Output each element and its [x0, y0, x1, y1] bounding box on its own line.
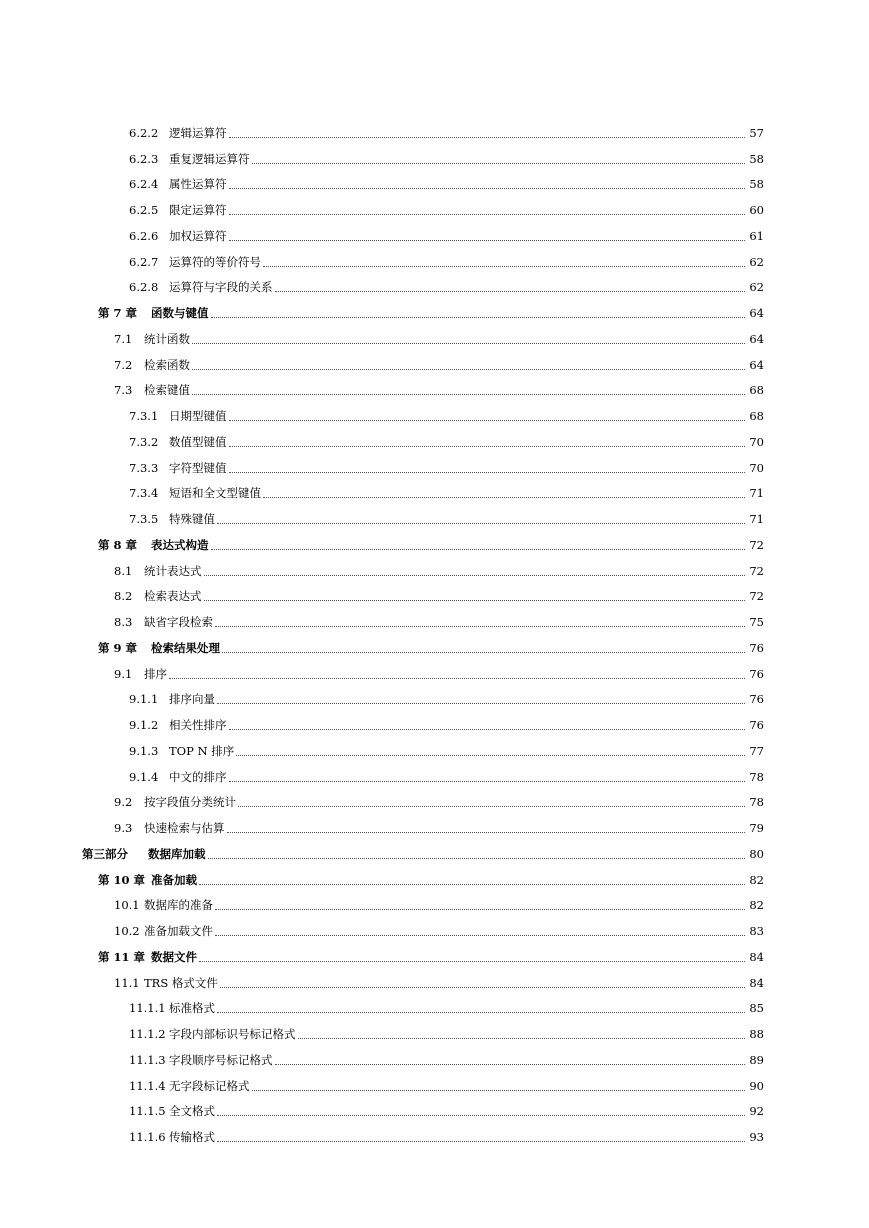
toc-entry-number: 6.2.8: [129, 280, 159, 295]
toc-entry-title: 字段内部标识号标记格式: [169, 1027, 296, 1042]
dot-leader: [217, 1114, 745, 1116]
dot-leader: [229, 187, 746, 189]
toc-entry[interactable]: [0, 249, 869, 275]
dot-leader: [229, 728, 746, 730]
toc-entry-page-number: 76: [749, 692, 764, 707]
toc-entry-title: 表达式构造: [151, 537, 209, 552]
toc-entry[interactable]: [0, 300, 869, 326]
dot-leader: [238, 805, 745, 807]
toc-entry-title: 限定运算符: [169, 203, 227, 218]
toc-entry-title: 检索函数: [144, 357, 190, 372]
toc-entry-page-number: 57: [749, 125, 764, 140]
toc-entry[interactable]: [0, 1073, 869, 1099]
toc-entry-title: 按字段值分类统计: [144, 795, 236, 810]
toc-entry-page-number: 83: [749, 924, 764, 939]
toc-entry-number: 11.1.4: [129, 1078, 166, 1093]
toc-entry-title: 检索结果处理: [151, 640, 220, 655]
toc-entry-number: 8.1: [114, 563, 133, 578]
toc-entry-number: 8.2: [114, 589, 133, 604]
toc-entry[interactable]: [0, 172, 869, 198]
toc-entry[interactable]: [0, 146, 869, 172]
toc-entry-title: 逻辑运算符: [169, 125, 227, 140]
dot-leader: [211, 316, 746, 318]
toc-entry-number: 第 10 章: [98, 872, 146, 887]
toc-entry-number: 7.3.5: [129, 512, 159, 527]
dot-leader: [222, 651, 745, 653]
toc-entry-number: 6.2.4: [129, 177, 159, 192]
toc-entry-number: 9.1: [114, 666, 133, 681]
toc-entry-page-number: 62: [749, 254, 764, 269]
toc-entry-number: 7.2: [114, 357, 133, 372]
toc-entry[interactable]: [0, 429, 869, 455]
toc-entry-number: 7.3.2: [129, 434, 159, 449]
toc-entry-number: 9.2: [114, 795, 133, 810]
toc-entry[interactable]: [0, 687, 869, 713]
dot-leader: [217, 702, 745, 704]
toc-entry-number: 6.2.6: [129, 228, 159, 243]
toc-entry-number: 11.1: [114, 975, 140, 990]
toc-entry-number: 9.1.2: [129, 718, 159, 733]
dot-leader: [263, 496, 745, 498]
dot-leader: [215, 908, 745, 910]
toc-entry-number: 7.3.1: [129, 409, 159, 424]
toc-entry[interactable]: [0, 918, 869, 944]
toc-entry[interactable]: [0, 352, 869, 378]
toc-entry-page-number: 62: [749, 280, 764, 295]
toc-entry-title: 重复逻辑运算符: [169, 151, 250, 166]
toc-entry[interactable]: [0, 609, 869, 635]
toc-entry-page-number: 71: [749, 486, 764, 501]
toc-entry-page-number: 92: [749, 1104, 764, 1119]
dot-leader: [204, 599, 746, 601]
dot-leader: [298, 1037, 746, 1039]
dot-leader: [229, 213, 746, 215]
toc-entry-title: 数据文件: [151, 949, 197, 964]
toc-entry[interactable]: [0, 506, 869, 532]
toc-entry[interactable]: [0, 790, 869, 816]
toc-entry-page-number: 72: [749, 589, 764, 604]
toc-entry-number: 7.3: [114, 383, 133, 398]
dot-leader: [220, 986, 745, 988]
toc-entry[interactable]: [0, 455, 869, 481]
toc-entry[interactable]: [0, 996, 869, 1022]
toc-entry-title: 检索表达式: [144, 589, 202, 604]
toc-entry-number: 6.2.7: [129, 254, 159, 269]
toc-entry[interactable]: [0, 841, 869, 867]
toc-entry-number: 9.1.4: [129, 769, 159, 784]
toc-entry-title: TOP N 排序: [169, 743, 235, 758]
toc-entry-number: 9.3: [114, 821, 133, 836]
toc-entry-page-number: 58: [749, 151, 764, 166]
toc-entry-number: 8.3: [114, 615, 133, 630]
toc-entry-page-number: 79: [749, 821, 764, 836]
toc-entry-page-number: 58: [749, 177, 764, 192]
toc-entry-page-number: 76: [749, 666, 764, 681]
dot-leader: [229, 445, 746, 447]
dot-leader: [229, 471, 746, 473]
toc-entry-page-number: 68: [749, 409, 764, 424]
toc-entry-title: 缺省字段检索: [144, 615, 213, 630]
toc-entry[interactable]: [0, 275, 869, 301]
toc-entry-page-number: 82: [749, 872, 764, 887]
toc-entry-page-number: 85: [749, 1001, 764, 1016]
toc-entry-title: 检索键值: [144, 383, 190, 398]
dot-leader: [236, 754, 745, 756]
toc-entry-title: 准备加载文件: [144, 924, 213, 939]
toc-entry-title: 运算符与字段的关系: [169, 280, 273, 295]
dot-leader: [229, 419, 746, 421]
toc-entry-title: 短语和全文型键值: [169, 486, 261, 501]
toc-entry[interactable]: [0, 1021, 869, 1047]
toc-entry-page-number: 84: [749, 949, 764, 964]
toc-entry[interactable]: [0, 635, 869, 661]
toc-entry[interactable]: [0, 558, 869, 584]
toc-entry-page-number: 88: [749, 1027, 764, 1042]
toc-entry-page-number: 89: [749, 1052, 764, 1067]
toc-entry-page-number: 61: [749, 228, 764, 243]
toc-entry-number: 11.1.5: [129, 1104, 166, 1119]
toc-entry-page-number: 76: [749, 640, 764, 655]
dot-leader: [217, 522, 745, 524]
toc-entry-number: 10.1: [114, 898, 140, 913]
dot-leader: [215, 625, 745, 627]
toc-entry-page-number: 72: [749, 563, 764, 578]
dot-leader: [204, 574, 746, 576]
toc-entry[interactable]: [0, 815, 869, 841]
toc-entry-title: 特殊键值: [169, 512, 215, 527]
toc-entry[interactable]: [0, 120, 869, 146]
toc-entry[interactable]: [0, 1124, 869, 1150]
toc-entry-number: 6.2.2: [129, 125, 159, 140]
toc-entry-number: 6.2.5: [129, 203, 159, 218]
dot-leader: [199, 960, 745, 962]
dot-leader: [215, 934, 745, 936]
dot-leader: [275, 1063, 746, 1065]
toc-entry-number: 11.1.3: [129, 1052, 166, 1067]
table-of-contents: [0, 120, 869, 1150]
toc-entry-number: 6.2.3: [129, 151, 159, 166]
toc-entry-page-number: 90: [749, 1078, 764, 1093]
toc-entry[interactable]: [0, 584, 869, 610]
toc-entry-page-number: 68: [749, 383, 764, 398]
toc-entry-page-number: 76: [749, 718, 764, 733]
dot-leader: [217, 1011, 745, 1013]
toc-entry[interactable]: [0, 481, 869, 507]
toc-entry[interactable]: [0, 970, 869, 996]
dot-leader: [192, 368, 745, 370]
toc-entry-title: TRS 格式文件: [144, 975, 218, 990]
toc-entry[interactable]: [0, 223, 869, 249]
toc-entry[interactable]: [0, 326, 869, 352]
toc-entry[interactable]: [0, 738, 869, 764]
toc-entry-page-number: 64: [749, 306, 764, 321]
dot-leader: [192, 342, 745, 344]
toc-entry-page-number: 60: [749, 203, 764, 218]
dot-leader: [208, 857, 746, 859]
dot-leader: [199, 883, 745, 885]
toc-entry-title: 传输格式: [169, 1130, 215, 1145]
toc-entry-page-number: 80: [749, 846, 764, 861]
toc-entry-title: 无字段标记格式: [169, 1078, 250, 1093]
toc-entry-number: 第 11 章: [98, 949, 146, 964]
toc-entry-title: 统计表达式: [144, 563, 202, 578]
toc-entry-title: 排序向量: [169, 692, 215, 707]
toc-entry[interactable]: [0, 1099, 869, 1125]
dot-leader: [229, 780, 746, 782]
toc-entry-title: 准备加载: [151, 872, 197, 887]
toc-entry-number: 11.1.1: [129, 1001, 166, 1016]
toc-entry-number: 10.2: [114, 924, 140, 939]
toc-entry-number: 7.3.3: [129, 460, 159, 475]
toc-entry-number: 11.1.6: [129, 1130, 166, 1145]
toc-entry-page-number: 71: [749, 512, 764, 527]
toc-entry-page-number: 70: [749, 460, 764, 475]
dot-leader: [211, 548, 746, 550]
toc-entry-page-number: 93: [749, 1130, 764, 1145]
toc-entry-title: 排序: [144, 666, 167, 681]
toc-entry-number: 9.1.1: [129, 692, 159, 707]
toc-entry-page-number: 72: [749, 537, 764, 552]
toc-entry-page-number: 64: [749, 357, 764, 372]
dot-leader: [169, 677, 745, 679]
toc-entry-title: 相关性排序: [169, 718, 227, 733]
dot-leader: [227, 831, 746, 833]
toc-entry-title: 全文格式: [169, 1104, 215, 1119]
toc-entry-number: 第三部分: [82, 846, 128, 861]
toc-entry[interactable]: [0, 197, 869, 223]
toc-entry-page-number: 75: [749, 615, 764, 630]
toc-entry[interactable]: [0, 661, 869, 687]
toc-entry-title: 统计函数: [144, 331, 190, 346]
dot-leader: [263, 265, 745, 267]
toc-entry-title: 标准格式: [169, 1001, 215, 1016]
toc-entry-page-number: 70: [749, 434, 764, 449]
dot-leader: [192, 393, 745, 395]
toc-entry[interactable]: [0, 378, 869, 404]
toc-entry-title: 字符型键值: [169, 460, 227, 475]
toc-entry-title: 属性运算符: [169, 177, 227, 192]
toc-entry-page-number: 64: [749, 331, 764, 346]
toc-entry-page-number: 78: [749, 769, 764, 784]
toc-entry[interactable]: [0, 944, 869, 970]
toc-entry[interactable]: [0, 867, 869, 893]
toc-entry[interactable]: [0, 1047, 869, 1073]
toc-entry[interactable]: [0, 712, 869, 738]
dot-leader: [229, 136, 746, 138]
toc-entry-number: 第 7 章: [98, 306, 138, 321]
toc-entry-title: 数据库的准备: [144, 898, 213, 913]
toc-entry-page-number: 78: [749, 795, 764, 810]
dot-leader: [275, 290, 746, 292]
toc-entry-number: 7.1: [114, 331, 133, 346]
toc-entry-number: 7.3.4: [129, 486, 159, 501]
toc-entry-number: 11.1.2: [129, 1027, 166, 1042]
dot-leader: [229, 239, 746, 241]
toc-entry-page-number: 82: [749, 898, 764, 913]
toc-entry-page-number: 77: [749, 743, 764, 758]
toc-entry[interactable]: [0, 764, 869, 790]
toc-entry-title: 数据库加载: [148, 846, 206, 861]
toc-entry-number: 9.1.3: [129, 743, 159, 758]
toc-entry-number: 第 8 章: [98, 537, 138, 552]
dot-leader: [252, 162, 746, 164]
toc-entry[interactable]: [0, 532, 869, 558]
toc-entry-title: 字段顺序号标记格式: [169, 1052, 273, 1067]
toc-entry-title: 数值型键值: [169, 434, 227, 449]
toc-entry-title: 运算符的等价符号: [169, 254, 261, 269]
toc-entry[interactable]: [0, 893, 869, 919]
toc-entry-page-number: 84: [749, 975, 764, 990]
toc-entry-title: 加权运算符: [169, 228, 227, 243]
toc-entry-title: 中文的排序: [169, 769, 227, 784]
toc-entry-title: 日期型键值: [169, 409, 227, 424]
toc-entry[interactable]: [0, 403, 869, 429]
toc-entry-title: 函数与键值: [151, 306, 209, 321]
dot-leader: [217, 1140, 745, 1142]
dot-leader: [252, 1089, 746, 1091]
toc-entry-title: 快速检索与估算: [144, 821, 225, 836]
toc-entry-number: 第 9 章: [98, 640, 138, 655]
